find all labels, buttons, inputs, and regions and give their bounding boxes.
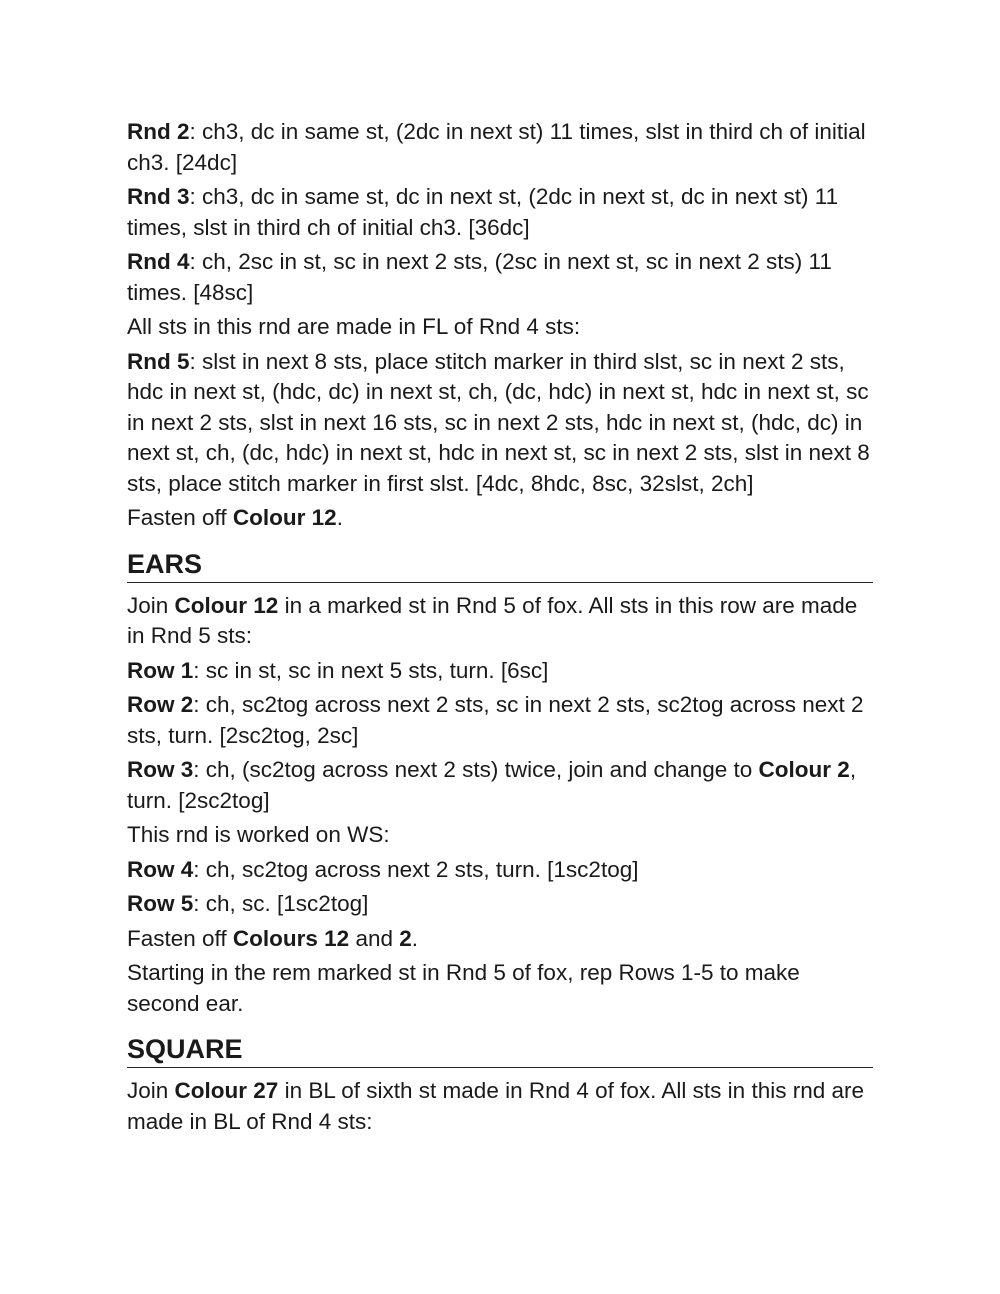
rnd-3-instruction: Rnd 3: ch3, dc in same st, dc in next st, (2dc in next st, dc in next st) 11 times, slst in third ch of initial ch3. [36dc] xyxy=(127,184,839,240)
second-ear-instruction: Starting in the rem marked st in Rnd 5 of fox, rep Rows 1-5 to make second ear. xyxy=(127,960,800,1016)
row-1-instruction: Row 1: sc in st, sc in next 5 sts, turn. [6sc] xyxy=(127,657,549,683)
fasten-off-colour-12: Fasten off Colour 12. xyxy=(127,505,343,530)
ears-heading: EARS xyxy=(127,548,873,583)
fasten-off-colours-12-2: Fasten off Colours 12 and 2. xyxy=(127,925,419,951)
row-3-instruction: Row 3: ch, (sc2tog across next 2 sts) twice, join and change to Colour 2, turn. [2sc2tog] xyxy=(127,757,857,813)
rnd-4-instruction: Rnd 4: ch, 2sc in st, sc in next 2 sts, (2sc in next st, sc in next 2 sts) 11 times. [48sc] xyxy=(127,249,832,305)
square-join-instruction: Join Colour 27 in BL of sixth st made in Rnd 4 of fox. All sts in this rnd are made in BL of Rnd 4 sts: xyxy=(127,1078,865,1134)
square-heading: SQUARE xyxy=(127,1033,873,1068)
document-page xyxy=(127,117,873,1141)
rnd-2-instruction: Rnd 2: ch3, dc in same st, (2dc in next st) 11 times, slst in third ch of initial ch3. [24dc] xyxy=(127,119,866,175)
row-4-instruction: Row 4: ch, sc2tog across next 2 sts, turn. [1sc2tog] xyxy=(127,856,639,882)
rnd-5-instruction: Rnd 5: slst in next 8 sts, place stitch marker in third slst, sc in next 2 sts, hdc in next st, (hdc, dc) in next st, ch, (dc, hdc) in next st, hdc in next st, sc in next 2 sts, slst in next 16 sts, sc in next 2 sts, hdc in next st, (hdc, dc) in next st, ch, (dc, hdc) in next st, hdc in next st, sc in next 2 sts, slst in next 8 sts, place stitch marker in first slst. [4dc, 8hdc, 8sc, 32slst, 2ch] xyxy=(127,348,870,496)
row-5-instruction: Row 5: ch, sc. [1sc2tog] xyxy=(127,891,369,916)
ears-join-instruction: Join Colour 12 in a marked st in Rnd 5 of fox. All sts in this row are made in Rnd 5 sts: xyxy=(127,592,858,648)
row-2-instruction: Row 2: ch, sc2tog across next 2 sts, sc in next 2 sts, sc2tog across next 2 sts, turn. [2sc2tog, 2sc] xyxy=(127,692,864,748)
fl-note: All sts in this rnd are made in FL of Rnd 4 sts: xyxy=(127,314,581,339)
ws-note: This rnd is worked on WS: xyxy=(127,822,390,847)
